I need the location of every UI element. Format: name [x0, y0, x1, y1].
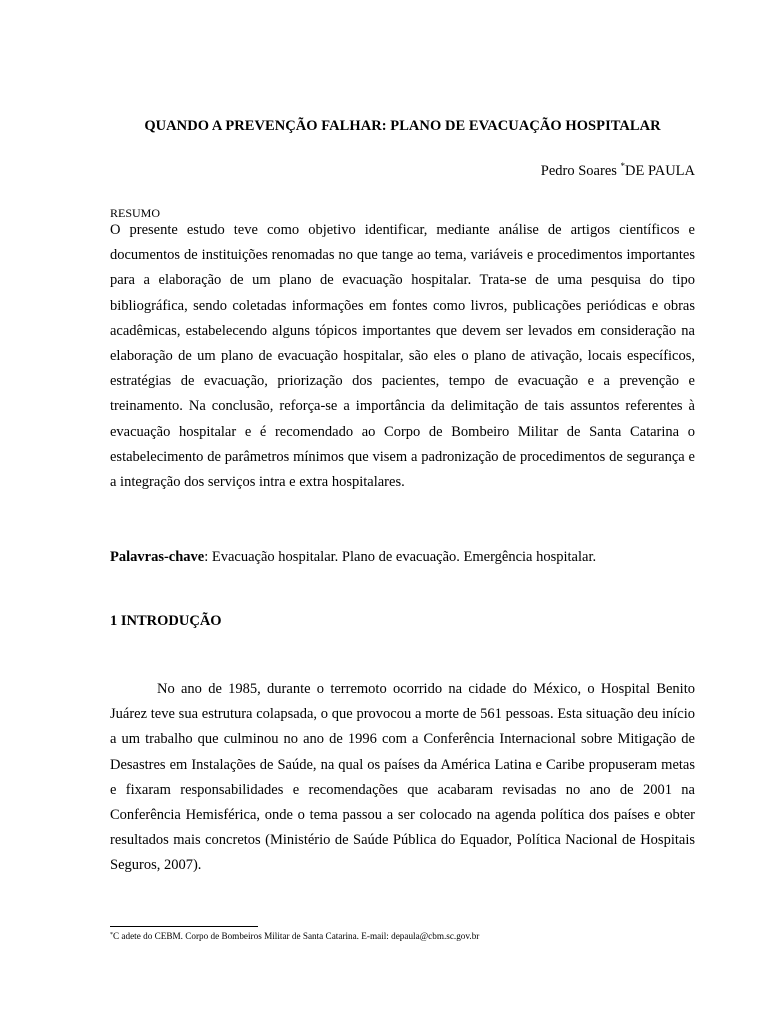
abstract-label: RESUMO	[110, 206, 161, 220]
author-line	[110, 162, 695, 180]
abstract-text: O presente estudo teve como objetivo identificar, mediante análise de artigos científicos e documentos de instituições renomadas no que tange ao tema, variáveis e procedimentos importantes para a elaboração de um plano de evacuação hospitalar. Trata-se de uma pesquisa do tipo bibliográfica, sendo coletadas informações em fontes como livros, publicações periódicas e obras acadêmicas, estabelecendo alguns tópicos importantes que devem ser levados em consideração na elaboração de um plano de evacuação hospitalar, são eles o plano de ativação, locais específicos, estratégias de evacuação, priorização dos pacientes, tempo de evacuação e a prevenção e treinamento. Na conclusão, reforça-se a importância da delimitação de tais assuntos referentes à evacuação hospitalar e é recomendado ao Corpo de Bombeiro Militar de Santa Catarina o estabelecimento de parâmetros mínimos que visem a padronização de procedimentos de segurança e a integração dos serviços intra e extra hospitalares.	[110, 222, 695, 491]
author-footnote-marker: *	[620, 161, 626, 171]
footnote-divider	[110, 926, 258, 927]
paper-title: QUANDO A PREVENÇÃO FALHAR: PLANO DE EVACUAÇÃO HOSPITALAR	[144, 118, 661, 134]
footnote-text: C adete do CEBM. Corpo de Bombeiros Militar de Santa Catarina. E-mail: depaula@cbm.sc.gov.br	[113, 931, 480, 941]
footnote-marker: *	[110, 932, 113, 938]
section-heading-introducao: 1 INTRODUÇÃO	[110, 613, 222, 629]
keywords-label: Palavras-chave	[110, 549, 205, 565]
footnote	[110, 930, 695, 942]
author-surname: DE PAULA	[625, 163, 695, 179]
introduction-paragraph: No ano de 1985, durante o terremoto ocorrido na cidade do México, o Hospital Benito Juárez teve sua estrutura colapsada, o que provocou a morte de 561 pessoas. Esta situação deu início a um trabalho que culminou no ano de 1996 com a Conferência Internacional sobre Mitigação de Desastres em Instalações de Saúde, na qual os países da América Latina e Caribe propuseram metas e fixaram responsabilidades e recomendações que acabaram revisadas no ano de 2001 na Conferência Hemisférica, onde o tema passou a ser colocado na agenda política dos países e obter resultados mais concretos (Ministério de Saúde Pública do Equador, Política Nacional de Hospitais Seguros, 2007).	[110, 681, 695, 874]
keywords-line	[110, 546, 695, 568]
author-given-name: Pedro Soares	[540, 163, 621, 179]
keywords-text: : Evacuação hospitalar. Plano de evacuação. Emergência hospitalar.	[204, 549, 597, 565]
